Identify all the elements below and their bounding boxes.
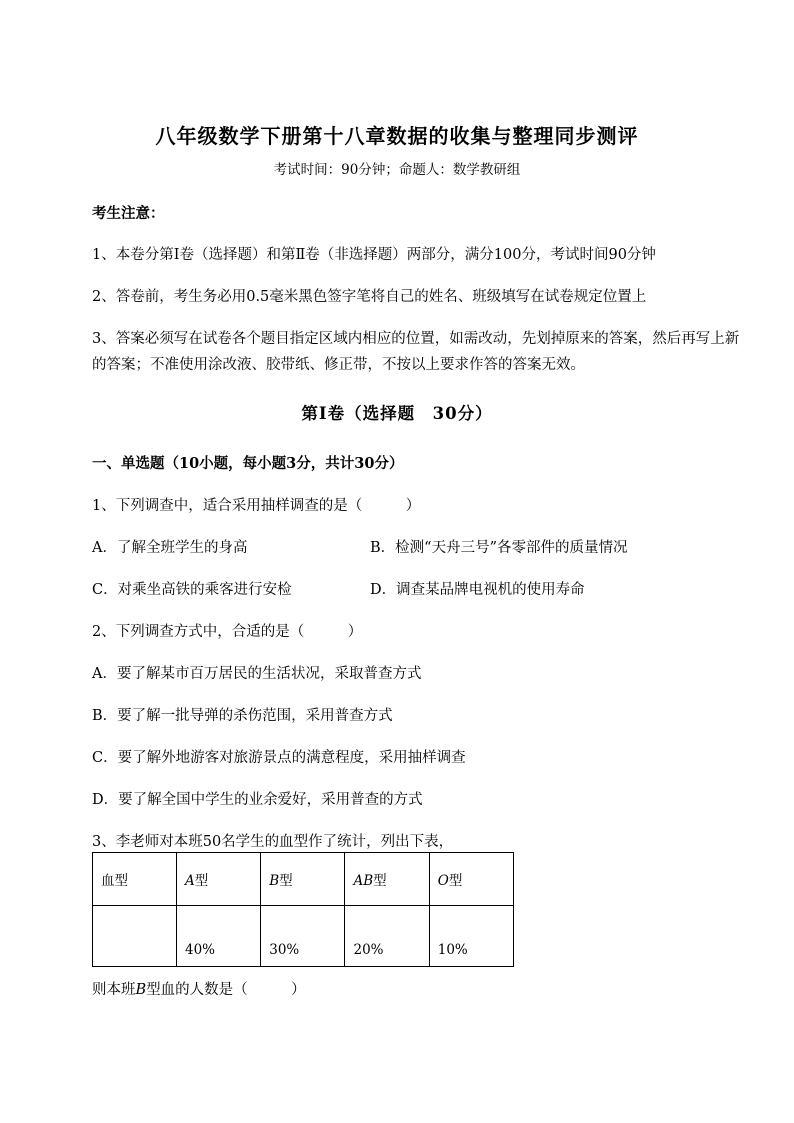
option-d: D．要了解全国中学生的业余爱好，采用普查的方式 [92,792,423,808]
table-cell [176,853,260,906]
type-letter: B [269,873,280,889]
option-c: C．对乘坐高铁的乘客进行安检 [92,582,292,598]
header-label: 血型 [101,873,128,889]
table-cell: 30% [261,906,345,967]
question-stem: 3、李老师对本班50名学生的血型作了统计，列出下表， [92,834,454,850]
table-cell: 40% [176,906,260,967]
type-suffix: 型 [279,873,293,889]
table-cell [93,853,177,906]
type-letter: AB [353,873,374,889]
table-cell: 20% [345,906,429,967]
page-title: 八年级数学下册第十八章数据的收集与整理同步测评 [155,124,639,148]
table-cell [261,853,345,906]
notice-item: 3、答案必须写在试卷各个题目指定区域内相应的位置，如需改动，先划掉原来的答案，然后再写上新 [92,331,740,347]
part-heading: 一、单选题（10小题，每小题3分，共计30分） [92,455,404,472]
option-c: C．要了解外地游客对旅游景点的满意程度，采用抽样调查 [92,750,466,766]
notice-item: 2、答卷前，考生务必用0.5毫米黑色签字笔将自己的姓名、班级填写在试卷规定位置上 [92,289,647,305]
followup-post: 型血的人数是（ ） [146,982,306,998]
notice-item: 1、本卷分第I卷（选择题）和第Ⅱ卷（非选择题）两部分，满分100分，考试时间90分钟 [92,247,656,263]
section-title: 第I卷（选择题 30分） [301,404,493,423]
page-subtitle: 考试时间：90分钟；命题人：数学教研组 [273,162,521,178]
followup-var: B [135,982,147,998]
table-value-row [93,906,514,967]
option-a: A．了解全班学生的身高 [92,540,248,556]
type-letter: O [437,873,449,889]
table-cell [93,906,177,967]
option-a: A．要了解某市百万居民的生活状况，采取普查方式 [92,666,422,682]
question-stem: 2、下列调查方式中，合适的是（ ） [92,624,363,640]
notice-heading: 考生注意： [92,205,165,222]
option-b: B．要了解一批导弹的杀伤范围，采用普查方式 [92,708,393,724]
question-followup [92,978,306,999]
table-cell [345,853,429,906]
blood-type-table [92,852,514,967]
question-stem: 1、下列调查中，适合采用抽样调查的是（ ） [92,498,421,514]
option-d: D．调查某品牌电视机的使用寿命 [370,582,585,598]
type-suffix: 型 [373,873,387,889]
followup-pre: 则本班 [92,982,136,998]
table-cell: 10% [429,906,513,967]
table-header-row [93,853,514,906]
table-cell [429,853,513,906]
type-suffix: 型 [194,873,209,889]
type-letter: A [184,873,195,889]
option-b: B．检测“天舟三号”各零部件的质量情况 [370,540,628,556]
type-suffix: 型 [448,873,463,889]
notice-item: 的答案；不准使用涂改液、胶带纸、修正带，不按以上要求作答的答案无效。 [92,357,585,373]
